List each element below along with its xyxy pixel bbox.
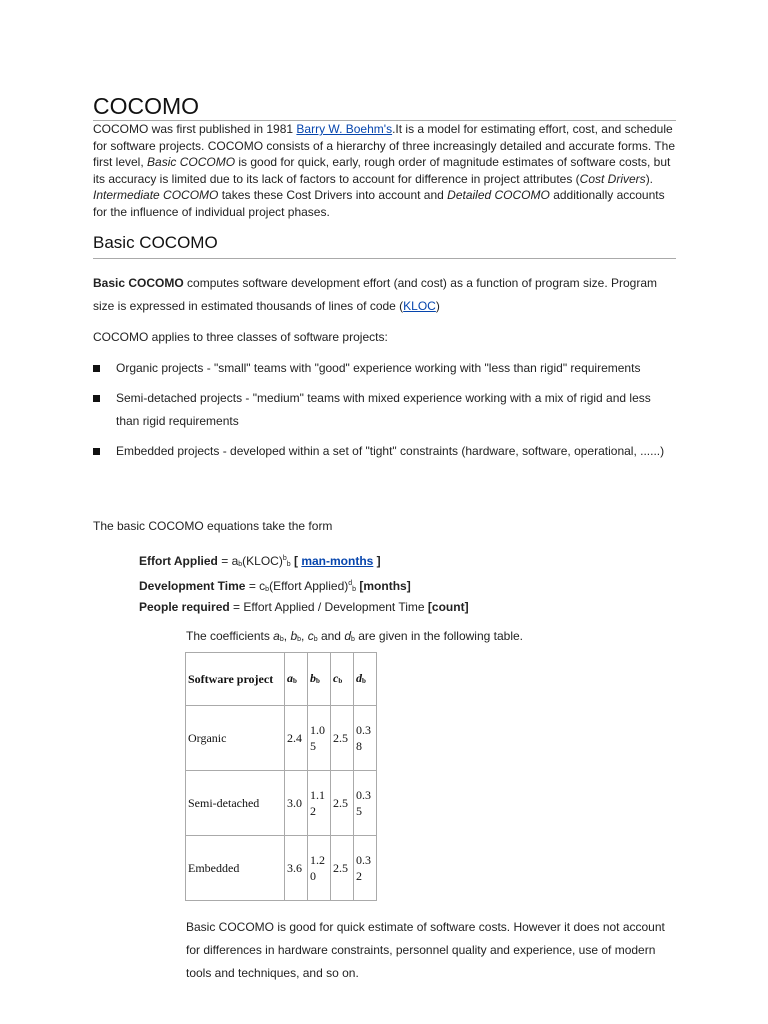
list-item [93, 440, 676, 463]
header-symbol: c [333, 670, 339, 685]
header-symbol: b [310, 670, 316, 685]
intro-text: is good for quick, early, rough order of magnitude estimates of software costs, but its accuracy is limited due to its lack of factors to account for difference in project attributes ( [93, 155, 671, 186]
basic-lead-text: computes software development effort (and cost) as a function of program size. Program size is expressed in estimated thousands of lines of code ( [93, 276, 658, 313]
coef-subscript: b [297, 636, 302, 643]
coef-text: , [301, 629, 308, 643]
list-item [93, 387, 676, 433]
coef-symbol: a [273, 629, 280, 643]
coef-symbol: b [290, 629, 298, 643]
project-class-list [93, 357, 676, 470]
boehm-link[interactable]: Barry W. Boehm's [296, 122, 393, 136]
bullet-square-icon [93, 448, 100, 455]
equation-subscript: b [352, 586, 357, 593]
intro-text: additionally accounts for the influence of individual project phases. [93, 188, 665, 219]
equation-bracket: [ [293, 554, 302, 568]
coef-text: , [283, 629, 291, 643]
row-name: Semi-detached [186, 771, 285, 836]
equation-text: = c [245, 579, 266, 593]
coefficients-table [185, 652, 377, 901]
coef-text: and [317, 629, 345, 643]
effort-label: Effort Applied [139, 554, 218, 568]
basic-lead-bold: Basic COCOMO [93, 276, 184, 290]
coef-subscript: b [351, 636, 355, 643]
table-row [186, 706, 377, 771]
equation-unit: [count] [427, 600, 469, 614]
equation-bracket: ] [373, 554, 381, 568]
bullet-square-icon [93, 365, 100, 372]
dev-time-label: Development Time [139, 579, 246, 593]
header-a [285, 653, 308, 706]
cell-b: 1.20 [308, 836, 331, 901]
intro-italic: Basic COCOMO [147, 155, 236, 170]
closing-paragraph: Basic COCOMO is good for quick estimate of software costs. However it does not account for differences in hardware constraints, personnel quality and experience, use of modern tools and techniques, and so on. [186, 920, 665, 980]
equation-superscript: d [348, 580, 353, 587]
list-item [93, 357, 676, 380]
header-subscript: b [338, 676, 343, 685]
coef-text: are given in the following table. [354, 629, 524, 643]
coef-subscript: b [313, 636, 318, 643]
intro-text: ). [645, 171, 654, 186]
header-d [354, 653, 377, 706]
cell-b: 1.05 [308, 706, 331, 771]
cell-c: 2.5 [331, 836, 354, 901]
header-b [308, 653, 331, 706]
list-item-text: Organic projects - "small" teams with "good" experience working with "less than rigid" requirements [116, 361, 641, 375]
bullet-square-icon [93, 395, 100, 402]
cell-a: 3.6 [285, 836, 308, 901]
basic-lead-text: ) [435, 299, 440, 313]
coef-text: The coefficients [186, 629, 274, 643]
cell-d: 0.32 [354, 836, 377, 901]
intro-italic: Intermediate COCOMO [93, 188, 219, 203]
cell-a: 2.4 [285, 706, 308, 771]
header-subscript: b [316, 676, 320, 685]
section-heading-basic: Basic COCOMO [93, 232, 676, 259]
header-c [331, 653, 354, 706]
row-name: Embedded [186, 836, 285, 901]
table-header-row [186, 653, 377, 706]
intro-paragraph [93, 121, 676, 221]
cell-c: 2.5 [331, 706, 354, 771]
list-item-text: Semi-detached projects - "medium" teams with mixed experience working with a mix of rigid and less than rigid requirements [116, 391, 651, 428]
coef-symbol: d [344, 629, 351, 643]
cell-d: 0.38 [354, 706, 377, 771]
intro-text: takes these Cost Drivers into account and [218, 188, 448, 203]
classes-intro: COCOMO applies to three classes of software projects: [93, 330, 388, 344]
list-item-text: Embedded projects - developed within a set of "tight" constraints (hardware, software, operational, ......) [116, 444, 665, 458]
cell-c: 2.5 [331, 771, 354, 836]
equation-text: (KLOC) [242, 554, 283, 568]
equation-subscript: b [265, 586, 270, 593]
table-row [186, 836, 377, 901]
equations-intro: The basic COCOMO equations take the form [93, 519, 333, 533]
header-subscript: b [293, 676, 297, 685]
header-subscript: b [362, 676, 366, 685]
header-software-project: Software project [186, 653, 285, 706]
people-required-equation [139, 596, 699, 619]
equation-text: (Effort Applied) [269, 579, 349, 593]
equation-text: = Effort Applied / Development Time [229, 600, 428, 614]
equation-unit: [months] [359, 579, 411, 593]
coefficients-sentence [186, 625, 666, 651]
intro-italic: Detailed COCOMO [447, 188, 550, 203]
people-label: People required [139, 600, 230, 614]
page-title: COCOMO [93, 92, 676, 121]
cell-a: 3.0 [285, 771, 308, 836]
cell-b: 1.12 [308, 771, 331, 836]
coef-symbol: c [307, 629, 314, 643]
basic-lead-paragraph [93, 272, 676, 318]
equation-subscript: b [238, 561, 243, 568]
cell-d: 0.35 [354, 771, 377, 836]
equation-subscript: b [286, 561, 291, 568]
equation-text: = a [217, 554, 239, 568]
kloc-link[interactable]: KLOC [403, 299, 436, 313]
intro-italic: Cost Drivers [579, 171, 646, 186]
coef-subscript: b [279, 636, 284, 643]
intro-text: .It is a model for estimating effort, cost, and schedule for software projects. COCOMO consists of a hierarchy of three increasingly detailed and accurate forms. The first level, [93, 122, 676, 170]
row-name: Organic [186, 706, 285, 771]
table-row [186, 771, 377, 836]
man-months-link[interactable]: man-months [301, 554, 374, 568]
header-symbol: d [356, 670, 362, 685]
header-symbol: a [287, 670, 293, 685]
intro-text: COCOMO was first published in 1981 [93, 122, 297, 136]
equation-superscript: b [282, 555, 287, 562]
